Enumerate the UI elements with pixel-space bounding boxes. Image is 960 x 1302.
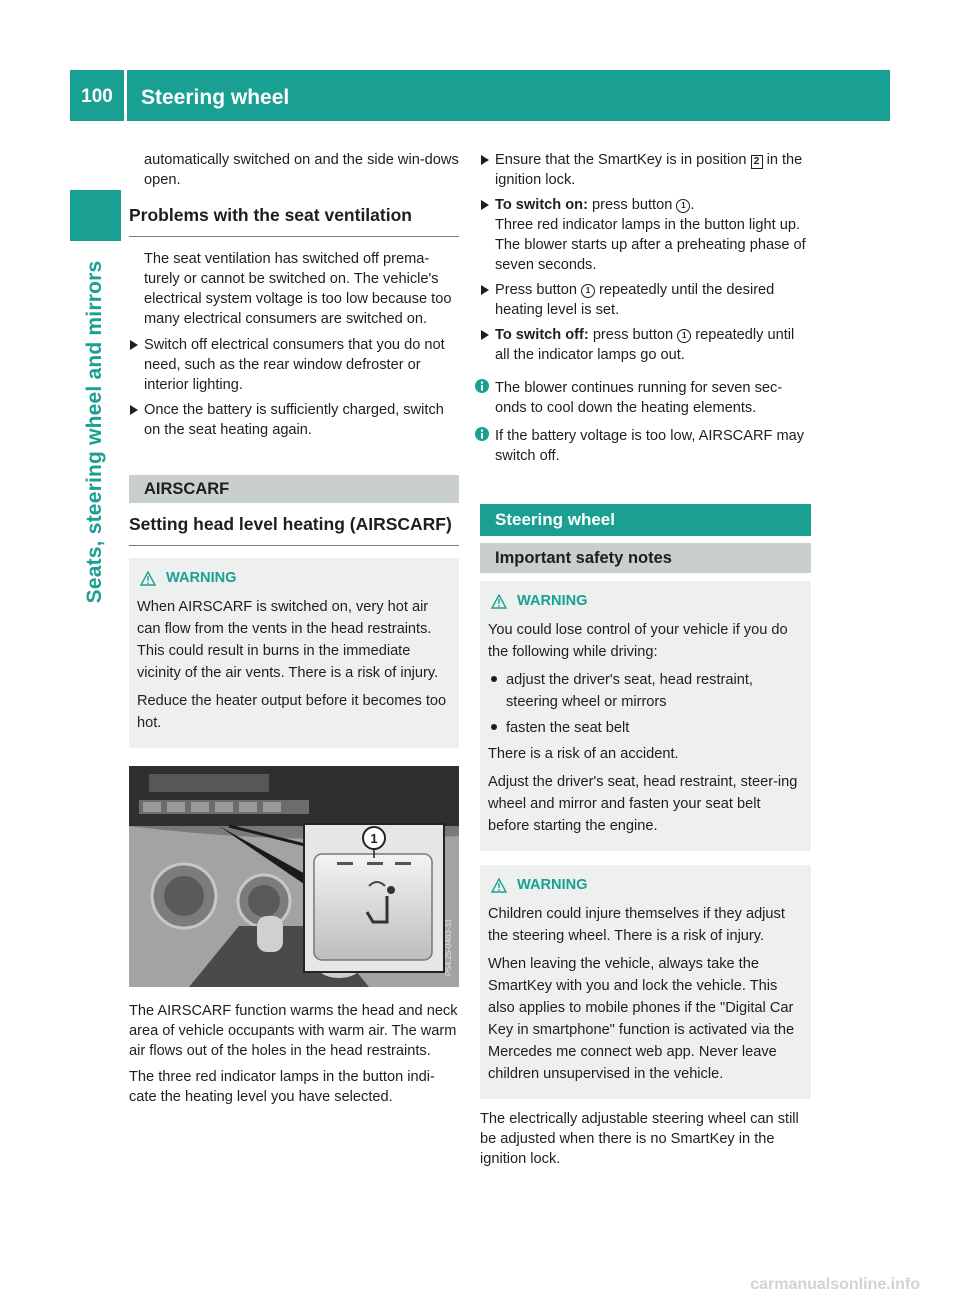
- warning-header: [491, 875, 803, 895]
- page-number: 100: [81, 86, 113, 107]
- step-text: .: [690, 197, 695, 213]
- side-tab-marker: [70, 190, 121, 241]
- list-item: [488, 717, 803, 739]
- step-item: [480, 150, 811, 190]
- key-position-badge: 2: [751, 155, 763, 169]
- step-text: Ensure that the SmartKey is in position: [495, 152, 751, 168]
- bullet-text: adjust the driver's seat, head restraint, steering wheel or mirrors: [506, 672, 753, 710]
- step-text: Once the battery is sufficiently charged, switch on the seat heating again.: [144, 402, 444, 438]
- description-paragraph: The AIRSCARF function warms the head and neck area of vehicle occupants with warm air. The warm air flows out of the holes in the head restraints.: [129, 1003, 458, 1059]
- warning-triangle-icon: [491, 594, 507, 609]
- left-column: [129, 150, 459, 1113]
- button-number-badge: 1: [676, 199, 690, 213]
- step-arrow-icon: [130, 340, 138, 350]
- warning-text: When leaving the vehicle, always take the SmartKey with you and lock the vehicle. This also applies to mobile phones if the "Digital Car Key in smartphone" function is activated via the Mercedes me connect web app. Never leave children unsupervised in the vehicle.: [488, 956, 795, 1082]
- step-arrow-icon: [481, 330, 489, 340]
- image-code: P54.25-0483-31: [444, 918, 453, 976]
- step-text: press button: [587, 197, 677, 213]
- warning-box: [480, 581, 811, 851]
- airscarf-section-heading: AIRSCARF: [129, 475, 459, 503]
- info-icon: [475, 379, 489, 393]
- warning-box: [129, 558, 459, 748]
- button-number-badge: 1: [581, 284, 595, 298]
- warning-label: WARNING: [517, 877, 588, 893]
- airscarf-button-photo: [129, 766, 459, 987]
- step-item: [480, 325, 811, 365]
- warning-box: [480, 865, 811, 1099]
- step-text: repeatedly until all the indicator lamps go out.: [495, 327, 795, 363]
- step-bold-label: To switch on:: [495, 197, 588, 213]
- info-icon: [475, 427, 489, 441]
- safety-notes-heading: Important safety notes: [480, 543, 811, 573]
- image-callout: 1: [370, 831, 378, 846]
- info-note: [480, 426, 811, 466]
- problems-heading: Problems with the seat ventilation: [129, 205, 412, 225]
- warning-triangle-icon: [140, 571, 156, 586]
- warning-header: [140, 568, 451, 588]
- warning-text: You could lose control of your vehicle if you do the following while driving:: [488, 622, 788, 660]
- warning-triangle-icon: [491, 878, 507, 893]
- side-tab-title: Seats, steering wheel and mirrors: [83, 260, 106, 604]
- step-item: [480, 280, 811, 320]
- step-arrow-icon: [481, 155, 489, 165]
- right-column: [480, 150, 811, 1175]
- problems-paragraph: The seat ventilation has switched off prema-turely or cannot be switched on. The vehicle's electrical system voltage is too low because too many electrical consumers are switched on.: [144, 251, 452, 327]
- step-text: Press button: [495, 282, 581, 298]
- list-item: [488, 669, 803, 713]
- continued-text: automatically switched on and the side win-dows open.: [144, 152, 459, 188]
- closing-paragraph: The electrically adjustable steering wheel can still be adjusted when there is no SmartKey in the ignition lock.: [480, 1111, 799, 1167]
- step-item: [129, 400, 459, 440]
- step-text: Switch off electrical consumers that you do not need, such as the rear window defroster or interior lighting.: [144, 337, 445, 393]
- info-text: The blower continues running for seven sec-onds to cool down the heating elements.: [495, 380, 783, 416]
- warning-header: [491, 591, 803, 611]
- step-text: repeatedly until the desired heating level is set.: [495, 282, 775, 318]
- step-bold-label: To switch off:: [495, 327, 589, 343]
- bullet-text: fasten the seat belt: [506, 720, 630, 736]
- heading-rule: [129, 236, 459, 237]
- bullet-dot-icon: [491, 676, 497, 682]
- warning-label: WARNING: [517, 593, 588, 609]
- step-item: [480, 195, 811, 275]
- step-arrow-icon: [481, 200, 489, 210]
- step-arrow-icon: [481, 285, 489, 295]
- warning-text: Reduce the heater output before it becomes too hot.: [137, 693, 447, 731]
- warning-text: There is a risk of an accident.: [488, 746, 679, 762]
- step-item: [129, 335, 459, 395]
- description-paragraph: The three red indicator lamps in the button indi-cate the heating level you have selected.: [129, 1069, 435, 1105]
- running-title: Steering wheel: [141, 86, 290, 109]
- warning-text: Adjust the driver's seat, head restraint, steer-ing wheel and mirror and fasten your seat belt before starting the engine.: [488, 774, 798, 834]
- footer-watermark: carmanualsonline.info: [750, 1276, 920, 1293]
- step-text: press button: [588, 327, 678, 343]
- heading-rule: [129, 545, 459, 546]
- warning-label: WARNING: [166, 570, 237, 586]
- step-text: in the ignition lock.: [495, 152, 803, 188]
- header-divider: [124, 70, 127, 121]
- bullet-dot-icon: [491, 724, 497, 730]
- steering-section-heading: Steering wheel: [480, 504, 811, 536]
- info-text: If the battery voltage is too low, AIRSCARF may switch off.: [495, 428, 805, 464]
- setting-heading: Setting head level heating (AIRSCARF): [129, 514, 452, 534]
- warning-text: When AIRSCARF is switched on, very hot air can flow from the vents in the head restraints. This could result in burns in the immediate vicinity of the air vents. There is a risk of injury.: [137, 599, 439, 681]
- step-text: Three red indicator lamps in the button light up. The blower starts up after a preheating phase of seven seconds.: [495, 217, 806, 273]
- button-number-badge: 1: [677, 329, 691, 343]
- warning-text: Children could injure themselves if they adjust the steering wheel. There is a risk of injury.: [488, 906, 785, 944]
- info-note: [480, 378, 811, 418]
- step-arrow-icon: [130, 405, 138, 415]
